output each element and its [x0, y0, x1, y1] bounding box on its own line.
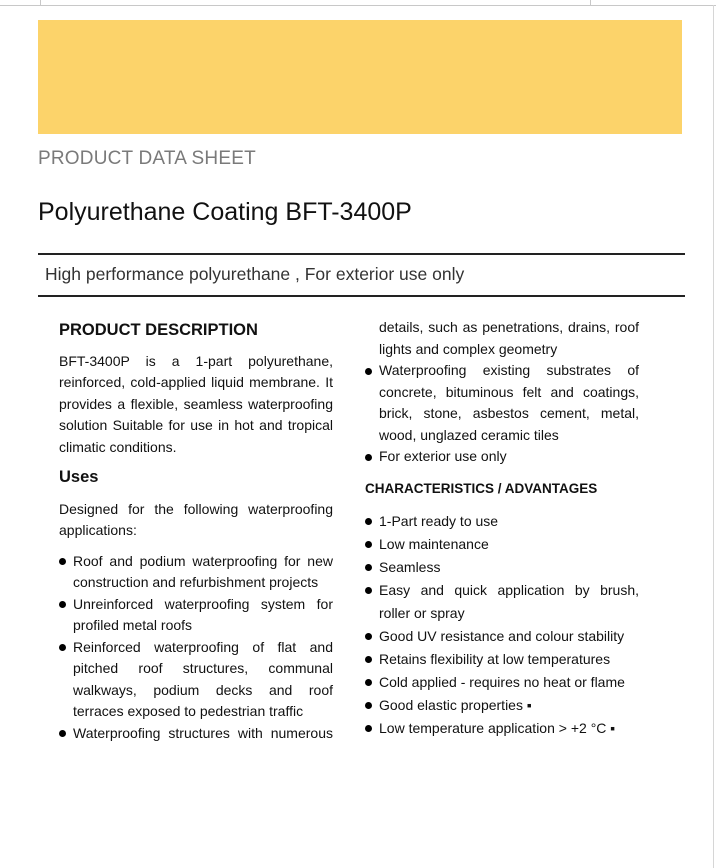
subtitle-rule: [38, 295, 685, 297]
product-title: Polyurethane Coating BFT-3400P: [38, 198, 412, 226]
description-heading: PRODUCT DESCRIPTION: [59, 321, 258, 339]
list-item: Easy and quick application by brush, roller or spray: [365, 579, 639, 625]
bullet-icon: [365, 587, 372, 594]
characteristics-list: [365, 510, 639, 740]
bullet-icon: [59, 644, 66, 651]
list-item: Waterproofing existing substrates of concrete, bituminous felt and coatings, brick, stone, asbestos cement, metal, wood, unglazed ceramic tiles: [365, 360, 639, 446]
right-column: [365, 317, 639, 740]
bullet-icon: [365, 541, 372, 548]
list-item: Good elastic properties ▪: [365, 694, 639, 717]
bullet-icon: [59, 558, 66, 565]
left-column: [59, 320, 333, 744]
list-item: For exterior use only: [365, 446, 639, 468]
page-top-tick: [590, 0, 591, 5]
header-banner: [38, 20, 682, 134]
list-item: Reinforced waterproofing of flat and pitched roof structures, communal walkways, podium decks and roof terraces exposed to pedestrian traffic: [59, 637, 333, 723]
list-item: Good UV resistance and colour stability: [365, 625, 639, 648]
uses-list-continued: [365, 360, 639, 468]
list-item: 1-Part ready to use: [365, 510, 639, 533]
list-item: Cold applied - requires no heat or flame: [365, 671, 639, 694]
bullet-icon: [365, 679, 372, 686]
bullet-icon: [365, 656, 372, 663]
list-item: Roof and podium waterproofing for new construction and refurbishment projects: [59, 551, 333, 594]
list-item: Low maintenance: [365, 533, 639, 556]
page-top-border: [0, 5, 716, 6]
bullet-icon: [365, 454, 372, 461]
list-item: Unreinforced waterproofing system for profiled metal roofs: [59, 594, 333, 637]
uses-intro: Designed for the following waterproofing applications:: [59, 500, 333, 538]
list-item: Waterproofing structures with numerous: [59, 723, 333, 745]
sheet-label: PRODUCT DATA SHEET: [38, 148, 256, 169]
bullet-icon: [365, 633, 372, 640]
bullet-icon: [365, 702, 372, 709]
uses-heading: Uses: [59, 468, 99, 486]
page-top-tick: [40, 0, 41, 5]
uses-list: [59, 551, 333, 745]
description-body: BFT-3400P is a 1-part polyurethane, reinforced, cold-applied liquid membrane. It provides a flexible, seamless waterproofing solution Suitable for use in hot and tropical climatic conditions.: [59, 352, 333, 455]
bullet-icon: [365, 368, 372, 375]
list-item: Low temperature application > +2 °C ▪: [365, 717, 639, 740]
bullet-icon: [365, 725, 372, 732]
list-item: Seamless: [365, 556, 639, 579]
list-item-continuation: details, such as penetrations, drains, roof lights and complex geometry: [379, 319, 639, 357]
characteristics-heading: CHARACTERISTICS / ADVANTAGES: [365, 480, 598, 496]
bullet-icon: [365, 564, 372, 571]
product-subtitle: High performance polyurethane , For exterior use only: [45, 264, 465, 284]
bullet-icon: [365, 518, 372, 525]
list-item: Retains flexibility at low temperatures: [365, 648, 639, 671]
bullet-icon: [59, 730, 66, 737]
page-right-edge: [713, 5, 714, 868]
title-rule: [38, 253, 685, 255]
bullet-icon: [59, 601, 66, 608]
